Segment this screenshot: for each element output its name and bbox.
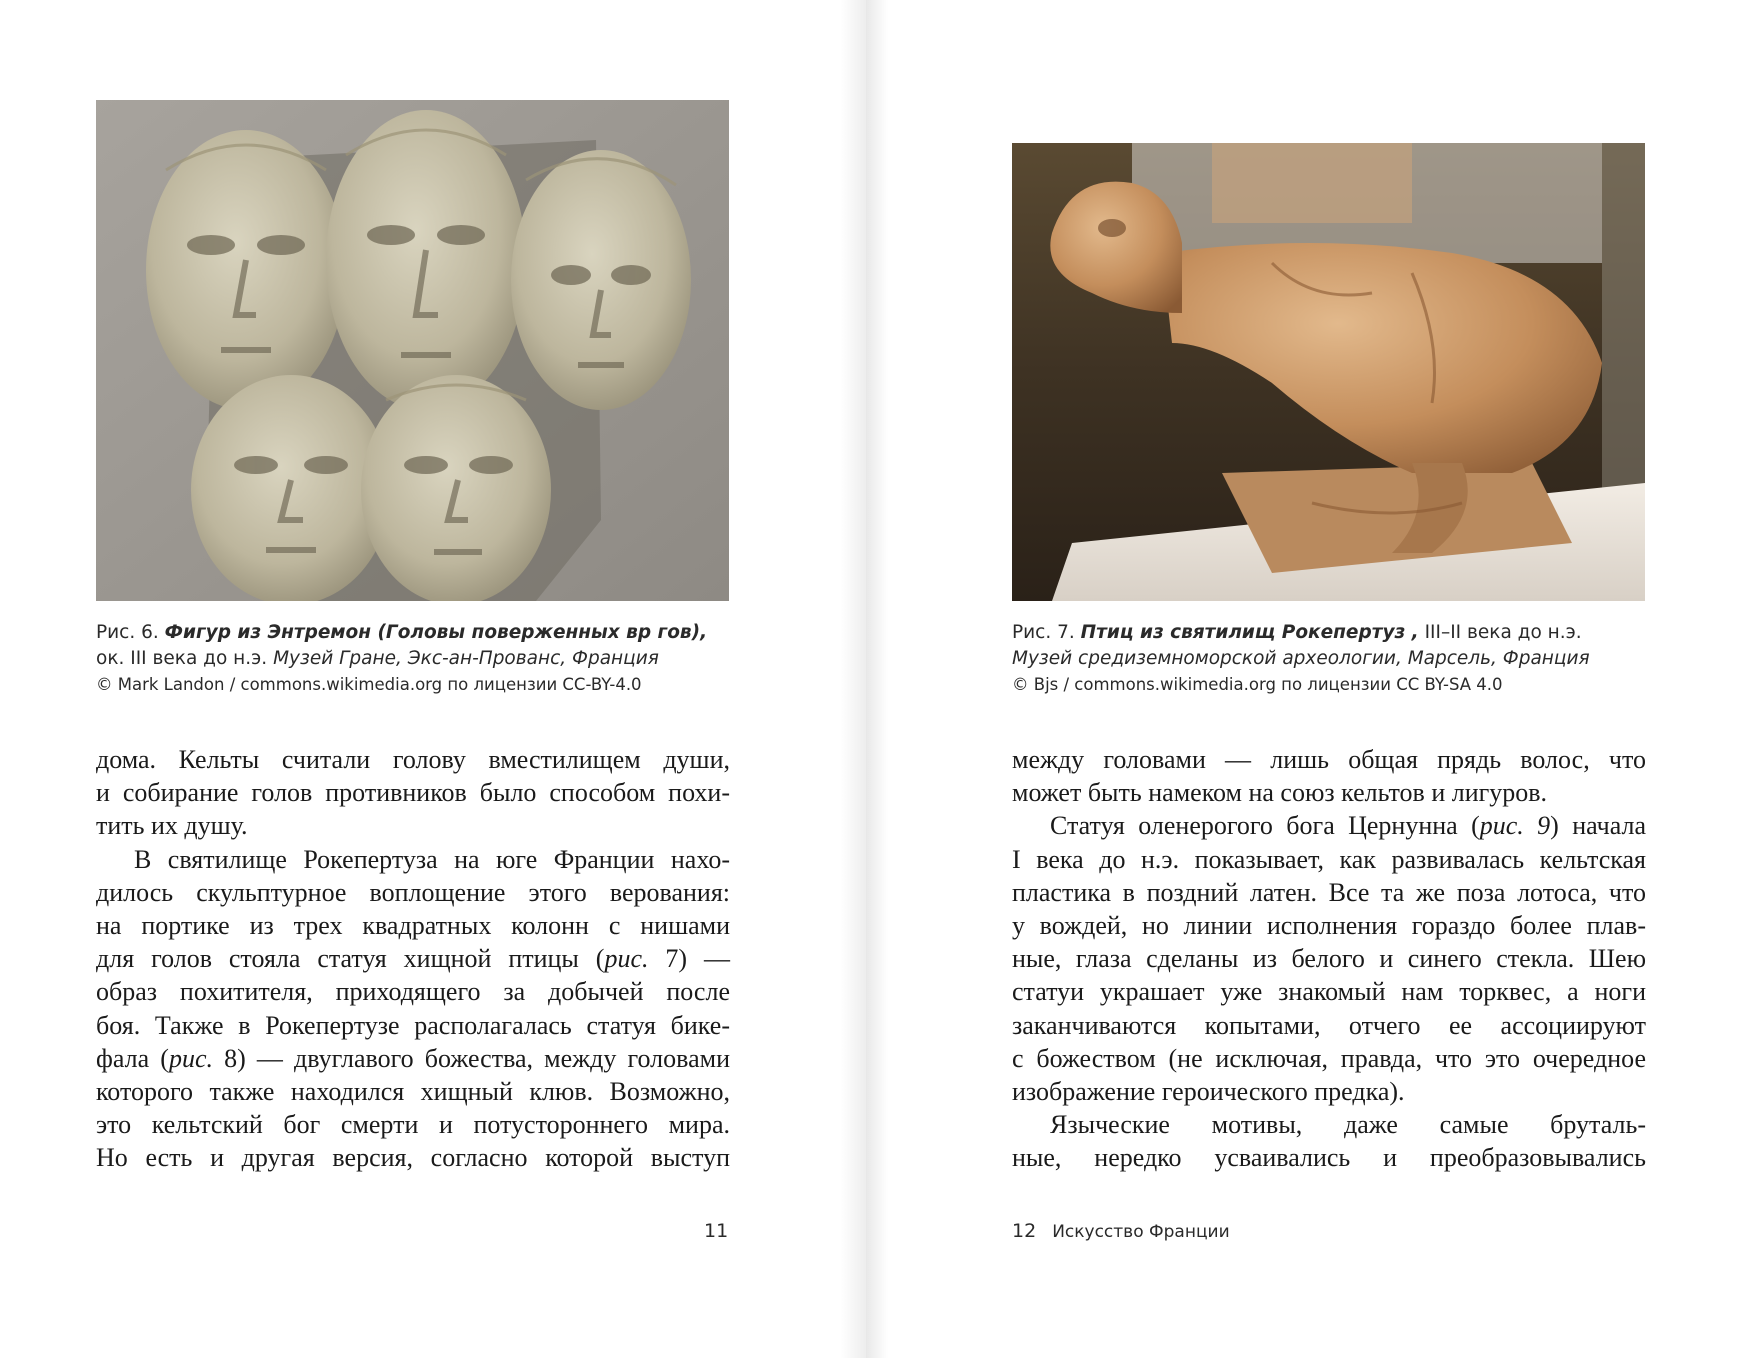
text-line: I века до н.э. показывает, как развивалась кельтская [1012, 844, 1646, 874]
text-line: с божеством (не исключая, правда, что это очередное [1012, 1043, 1646, 1073]
text-line: на портике из трех квадратных колонн с нишами [96, 911, 730, 941]
text-line [1012, 809, 1646, 842]
text-line: которого также находился хищный клюв. Возможно, [96, 1077, 730, 1107]
text-line [96, 1042, 730, 1075]
text-line: боя. Также в Рокепертузе располагалась статуя бике- [96, 1010, 730, 1040]
caption-line-1 [96, 620, 736, 646]
text-segment: фала ( [96, 1043, 169, 1073]
caption-line-2 [96, 646, 736, 672]
text-line: ные, глаза сделаны из белого и синего стекла. Шею [1012, 944, 1646, 974]
text-line: пластика в поздний латен. Все та же поза лотоса, что [1012, 877, 1646, 907]
figure-bird-statue-photo [1012, 143, 1645, 601]
left-body-text [96, 743, 730, 1175]
text-line: между головами — лишь общая прядь волос, что [1012, 745, 1646, 774]
text-segment: для голов стояла статуя хищной птицы ( [96, 944, 605, 974]
figure-location: Музей Гране, Экс-ан-Прованс, Франция [273, 648, 659, 669]
caption-line-2 [1012, 646, 1652, 672]
text-line: может быть намеком на союз кельтов и лигуров. [1012, 778, 1548, 808]
left-page [0, 0, 866, 1358]
figure-label: Рис. 6. [96, 622, 159, 643]
figure-6-caption [96, 620, 736, 698]
text-line: Но есть и другая версия, согласно которой выступ [96, 1143, 730, 1173]
text-line: и собирание голов противников было способом похи- [96, 778, 730, 808]
text-line: образ похитителя, приходящего за добычей после [96, 977, 730, 1007]
text-line: ные, нередко усваивались и преобразовывались [1012, 1143, 1646, 1173]
right-body-text [1012, 743, 1646, 1175]
caption-line-1 [1012, 620, 1652, 646]
text-line: у вождей, но линии исполнения гораздо более плав- [1012, 911, 1646, 941]
running-title: Искусство Франции [1052, 1222, 1230, 1242]
text-segment: Статуя оленерогого бога Цернунна ( [1050, 811, 1480, 841]
text-line: Языческие мотивы, даже самые бруталь- [1050, 1110, 1646, 1140]
page-number: 11 [704, 1220, 729, 1242]
figure-reference: рис. [168, 1043, 213, 1073]
gutter-shadow [866, 0, 888, 1358]
figure-title: Птиц из святилищ Рокепертуз , [1080, 622, 1419, 643]
text-line: статуи украшает уже знакомый нам торквес, а ноги [1012, 977, 1646, 1007]
text-segment: 8) — двуглавого божества, между головами [212, 1043, 730, 1073]
figure-credit: © Mark Landon / commons.wikimedia.org по лицензии CC-BY-4.0 [96, 675, 642, 694]
gutter-shadow [840, 0, 866, 1358]
figure-stone-heads-photo [96, 100, 729, 601]
text-segment: ) начала [1550, 811, 1646, 841]
page-number: 12 [1012, 1220, 1037, 1242]
figure-title: Фигур из Энтремон (Головы поверженных вр гов), [164, 622, 708, 643]
text-line: дилось скульптурное воплощение этого верования: [96, 877, 730, 907]
figure-7-caption [1012, 620, 1652, 698]
page-footer [1012, 1220, 1230, 1242]
text-line: заканчиваются копытами, отчего ее ассоциируют [1012, 1010, 1646, 1040]
figure-reference: рис. 9 [1479, 811, 1551, 841]
text-line [96, 942, 730, 975]
text-segment: 7) — [648, 944, 730, 974]
figure-date: III–II века до н.э. [1418, 622, 1582, 643]
figure-date: ок. III века до н.э. [96, 648, 268, 669]
figure-location: Музей средиземноморской археологии, Марсель, Франция [1012, 648, 1590, 669]
text-line: В святилище Рокепертуза на юге Франции нахо- [134, 844, 730, 874]
figure-credit: © Bjs / commons.wikimedia.org по лицензии CC BY-SA 4.0 [1012, 675, 1503, 694]
text-line: тить их душу. [96, 811, 248, 841]
figure-reference: рис. [604, 944, 649, 974]
figure-label: Рис. 7. [1012, 622, 1075, 643]
text-line: изображение героического предка). [1012, 1077, 1405, 1107]
text-line: это кельтский бог смерти и потустороннего мира. [96, 1110, 730, 1140]
text-line: дома. Кельты считали голову вместилищем души, [96, 745, 730, 774]
